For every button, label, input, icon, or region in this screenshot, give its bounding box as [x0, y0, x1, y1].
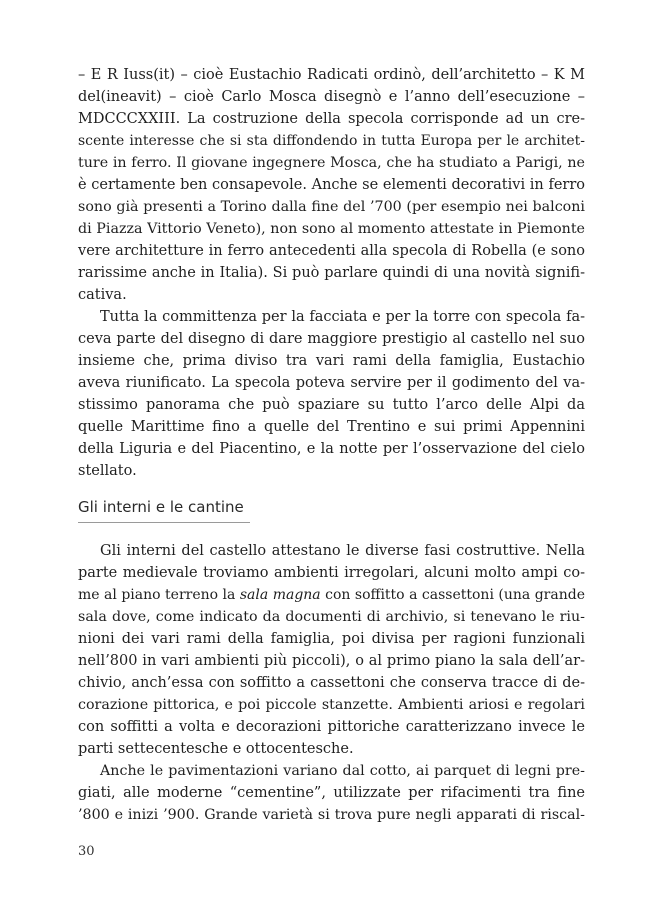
text-line: insieme che, prima diviso tra vari rami della famiglia, Eustachio [78, 353, 585, 369]
text-line: di Piazza Vittorio Veneto), non sono al momento attestate in Piemonte [78, 221, 585, 237]
text-line [78, 584, 585, 606]
text-line: Gli interni del castello attestano le diverse fasi costruttive. Nella [100, 543, 585, 559]
text-run: con soffitto a cassettoni (una grande [320, 587, 585, 603]
text-line: corazione pittorica, e poi piccole stanzette. Ambienti ariosi e regolari [78, 697, 585, 713]
text-line: ’800 e inizi ’900. Grande varietà si trova pure negli apparati di riscal- [78, 807, 585, 823]
text-line: Anche le pavimentazioni variano dal cotto, ai parquet di legni pre- [100, 763, 585, 779]
text-line: giati, alle moderne “cementine”, utilizzate per rifacimenti tra fine [78, 785, 585, 801]
text-line: sala dove, come indicato da documenti di archivio, si tenevano le riu- [78, 609, 585, 625]
text-line: nell’800 in vari ambienti più piccoli), o al primo piano la sala dell’ar- [78, 653, 585, 669]
text-line: cativa. [78, 287, 127, 303]
text-line: con soffitti a volta e decorazioni pittoriche caratterizzano invece le [78, 719, 585, 735]
text-line: della Liguria e del Piacentino, e la notte per l’osservazione del cielo [78, 441, 585, 457]
text-run: me al piano terreno la [78, 587, 240, 603]
text-line: aveva riunificato. La specola poteva servire per il godimento del va- [78, 375, 585, 391]
text-line: parte medievale troviamo ambienti irregolari, alcuni molto ampi co- [78, 565, 585, 581]
text-line: nioni dei vari rami della famiglia, poi divisa per ragioni funzionali [78, 631, 585, 647]
text-line: sono già presenti a Torino dalla fine del ’700 (per esempio nei balconi [78, 199, 585, 215]
text-line: chivio, anch’essa con soffitto a cassettoni che conserva tracce di de- [78, 675, 585, 691]
text-line: del(ineavit) – cioè Carlo Mosca disegnò e l’anno dell’esecuzione – [78, 89, 585, 105]
text-line: rarissime anche in Italia). Si può parlare quindi di una novità signifi- [78, 265, 585, 281]
text-line: – E R Iuss(it) – cioè Eustachio Radicati ordinò, dell’architetto – K M [78, 67, 585, 83]
section-heading: Gli interni e le cantine [78, 496, 250, 523]
text-line: è certamente ben consapevole. Anche se elementi decorativi in ferro [78, 177, 585, 193]
text-line: stellato. [78, 463, 137, 479]
text-line: Tutta la committenza per la facciata e per la torre con specola fa- [100, 309, 585, 325]
text-line: stissimo panorama che può spaziare su tutto l’arco delle Alpi da [78, 397, 585, 413]
text-line: scente interesse che si sta diffondendo in tutta Europa per le architet- [78, 133, 585, 149]
page-number: 30 [78, 844, 95, 859]
text-line: ceva parte del disegno di dare maggiore prestigio al castello nel suo [78, 331, 585, 347]
text-line: parti settecentesche e ottocentesche. [78, 741, 354, 757]
italic-term: sala magna [239, 587, 321, 603]
text-line: vere architetture in ferro antecedenti alla specola di Robella (e sono [78, 243, 585, 259]
text-line: MDCCCXXIII. La costruzione della specola corrisponde ad un cre- [78, 111, 585, 127]
text-line: quelle Marittime fino a quelle del Trentino e sui primi Appennini [78, 419, 585, 435]
text-line: ture in ferro. Il giovane ingegnere Mosca, che ha studiato a Parigi, ne [78, 155, 585, 171]
